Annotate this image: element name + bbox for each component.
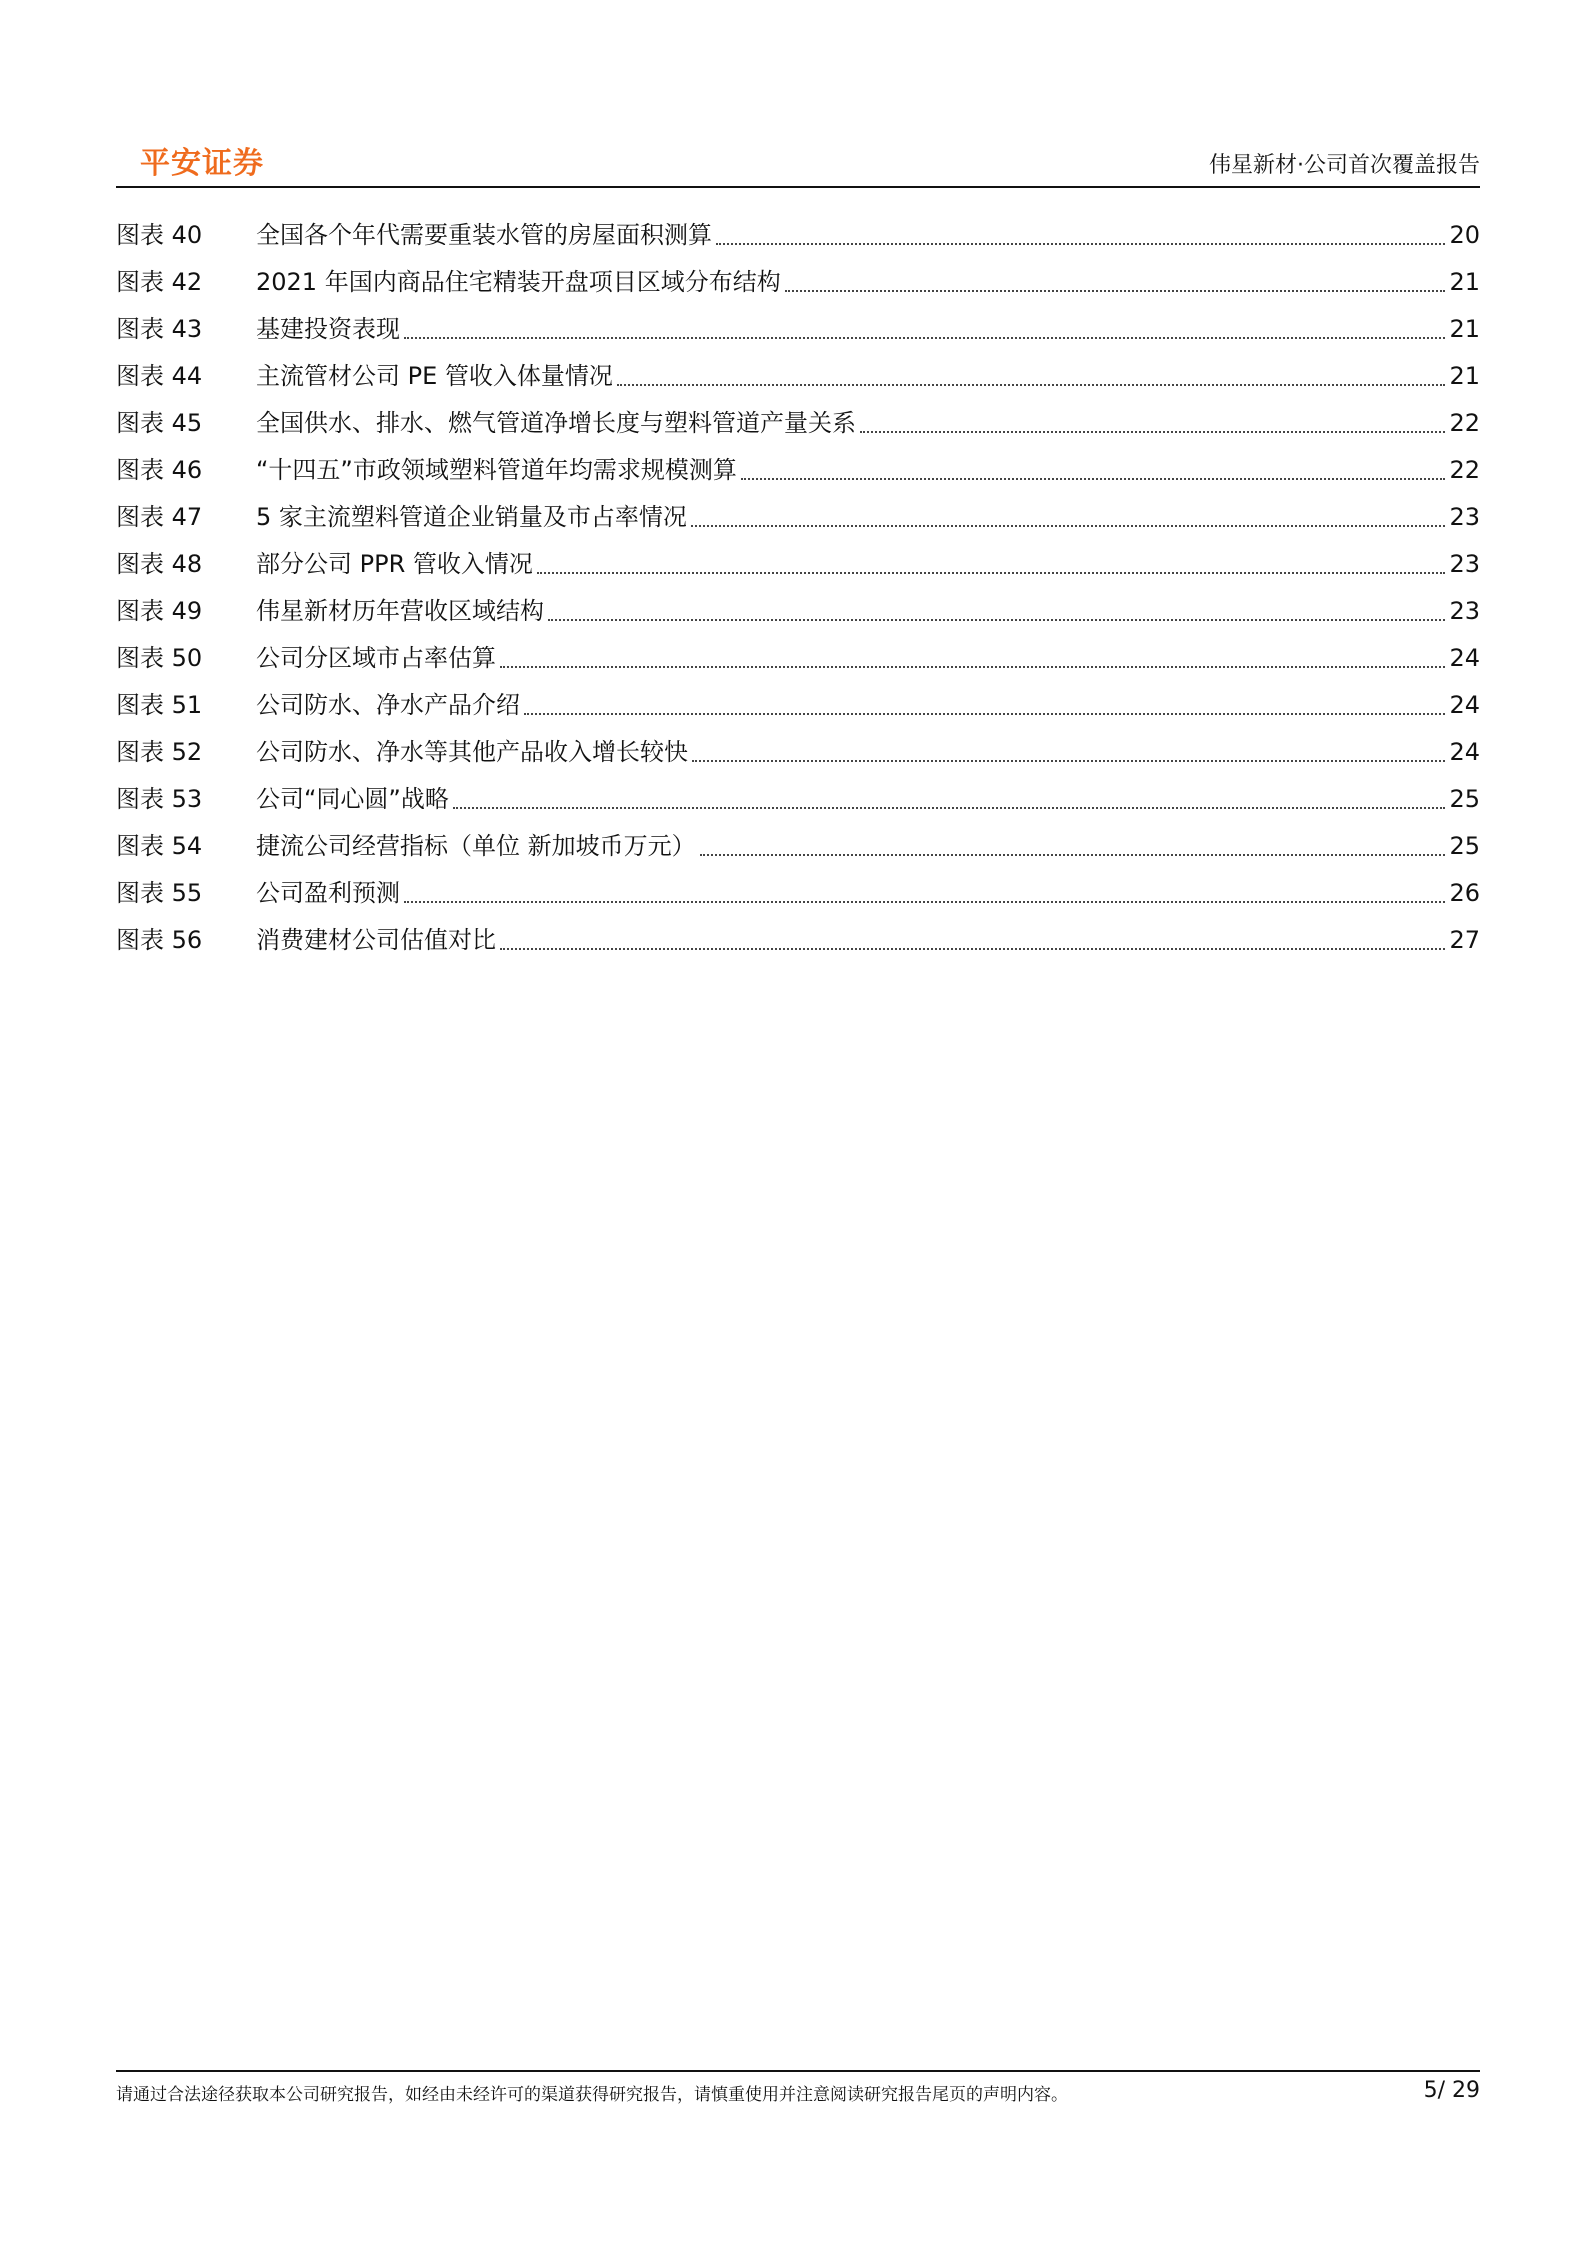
toc-entry-title: 捷流公司经营指标（单位 新加坡币万元） (256, 831, 696, 860)
toc-dot-leader (524, 713, 1445, 715)
toc-entry-page: 22 (1449, 455, 1480, 484)
toc-entry[interactable] (116, 446, 1480, 493)
toc-entry[interactable] (116, 634, 1480, 681)
toc-entry-label: 图表 49 (116, 596, 203, 625)
toc-entry-title: 基建投资表现 (256, 314, 400, 343)
toc-entry-label: 图表 54 (116, 831, 203, 860)
toc-dot-leader (860, 431, 1445, 433)
toc-entry-page: 26 (1449, 878, 1480, 907)
toc-dot-leader (548, 619, 1445, 621)
toc-entry-label: 图表 46 (116, 455, 203, 484)
toc-entry-title: 5 家主流塑料管道企业销量及市占率情况 (256, 502, 687, 531)
toc-entry-title: 公司“同心圆”战略 (256, 784, 449, 813)
toc-dot-leader (404, 337, 1445, 339)
page-number: 5/ 29 (1423, 2078, 1480, 2103)
toc-entry[interactable] (116, 916, 1480, 963)
toc-dot-leader (785, 290, 1446, 292)
toc-entry-label: 图表 51 (116, 690, 203, 719)
brand-logo: 平安证券 (140, 146, 264, 181)
toc-entry-page: 20 (1449, 220, 1480, 249)
toc-entry[interactable] (116, 540, 1480, 587)
toc-dot-leader (741, 478, 1446, 480)
toc-entry[interactable] (116, 869, 1480, 916)
toc-entry-title: 公司防水、净水等其他产品收入增长较快 (256, 737, 688, 766)
report-title: 伟星新材·公司首次覆盖报告 (1209, 153, 1480, 178)
page-header (116, 128, 1480, 188)
footer-disclaimer: 请通过合法途径获取本公司研究报告，如经由未经许可的渠道获得研究报告，请慎重使用并注意阅读研究报告尾页的声明内容。 (116, 2085, 1068, 2105)
toc-entry-title: 公司防水、净水产品介绍 (256, 690, 520, 719)
toc-entry-label: 图表 45 (116, 408, 203, 437)
header-divider (116, 186, 1480, 188)
toc-entry-label: 图表 47 (116, 502, 203, 531)
toc-entry-title: 公司盈利预测 (256, 878, 400, 907)
toc-entry-title: 部分公司 PPR 管收入情况 (256, 549, 533, 578)
toc-entry-title: 全国各个年代需要重装水管的房屋面积测算 (256, 220, 712, 249)
toc-entry[interactable] (116, 258, 1480, 305)
toc-entry-label: 图表 42 (116, 267, 203, 296)
toc-entry-title: 伟星新材历年营收区域结构 (256, 596, 544, 625)
toc-entry-page: 23 (1449, 596, 1480, 625)
toc-entry-title: 主流管材公司 PE 管收入体量情况 (256, 361, 613, 390)
figure-table-of-contents (116, 211, 1480, 963)
toc-entry-label: 图表 52 (116, 737, 203, 766)
toc-entry-page: 24 (1449, 737, 1480, 766)
toc-dot-leader (537, 572, 1446, 574)
toc-entry-label: 图表 56 (116, 925, 203, 954)
toc-entry-label: 图表 53 (116, 784, 203, 813)
toc-entry-page: 25 (1449, 784, 1480, 813)
toc-entry-page: 23 (1449, 502, 1480, 531)
toc-entry[interactable] (116, 822, 1480, 869)
toc-entry[interactable] (116, 493, 1480, 540)
toc-entry-label: 图表 48 (116, 549, 203, 578)
toc-entry[interactable] (116, 681, 1480, 728)
toc-entry-label: 图表 44 (116, 361, 203, 390)
toc-entry-page: 25 (1449, 831, 1480, 860)
footer-divider (116, 2070, 1480, 2072)
toc-entry[interactable] (116, 587, 1480, 634)
toc-entry-page: 22 (1449, 408, 1480, 437)
toc-entry-page: 21 (1449, 314, 1480, 343)
toc-entry-page: 27 (1449, 925, 1480, 954)
toc-entry-title: 消费建材公司估值对比 (256, 925, 496, 954)
toc-entry-title: 全国供水、排水、燃气管道净增长度与塑料管道产量关系 (256, 408, 856, 437)
toc-entry-page: 23 (1449, 549, 1480, 578)
toc-entry-label: 图表 43 (116, 314, 203, 343)
toc-entry[interactable] (116, 775, 1480, 822)
toc-dot-leader (617, 384, 1446, 386)
toc-entry[interactable] (116, 399, 1480, 446)
toc-entry[interactable] (116, 305, 1480, 352)
toc-entry[interactable] (116, 352, 1480, 399)
toc-dot-leader (700, 854, 1446, 856)
toc-dot-leader (500, 948, 1445, 950)
toc-dot-leader (692, 760, 1445, 762)
toc-entry-title: 公司分区域市占率估算 (256, 643, 496, 672)
toc-dot-leader (500, 666, 1445, 668)
toc-entry-title: “十四五”市政领域塑料管道年均需求规模测算 (256, 455, 737, 484)
toc-entry-page: 21 (1449, 267, 1480, 296)
toc-entry-label: 图表 50 (116, 643, 203, 672)
toc-dot-leader (453, 807, 1446, 809)
toc-entry-page: 21 (1449, 361, 1480, 390)
toc-dot-leader (691, 525, 1446, 527)
toc-entry[interactable] (116, 211, 1480, 258)
toc-entry-page: 24 (1449, 643, 1480, 672)
toc-entry[interactable] (116, 728, 1480, 775)
toc-dot-leader (716, 243, 1445, 245)
toc-entry-title: 2021 年国内商品住宅精装开盘项目区域分布结构 (256, 267, 781, 296)
toc-dot-leader (404, 901, 1445, 903)
toc-entry-page: 24 (1449, 690, 1480, 719)
toc-entry-label: 图表 55 (116, 878, 203, 907)
toc-entry-label: 图表 40 (116, 220, 203, 249)
